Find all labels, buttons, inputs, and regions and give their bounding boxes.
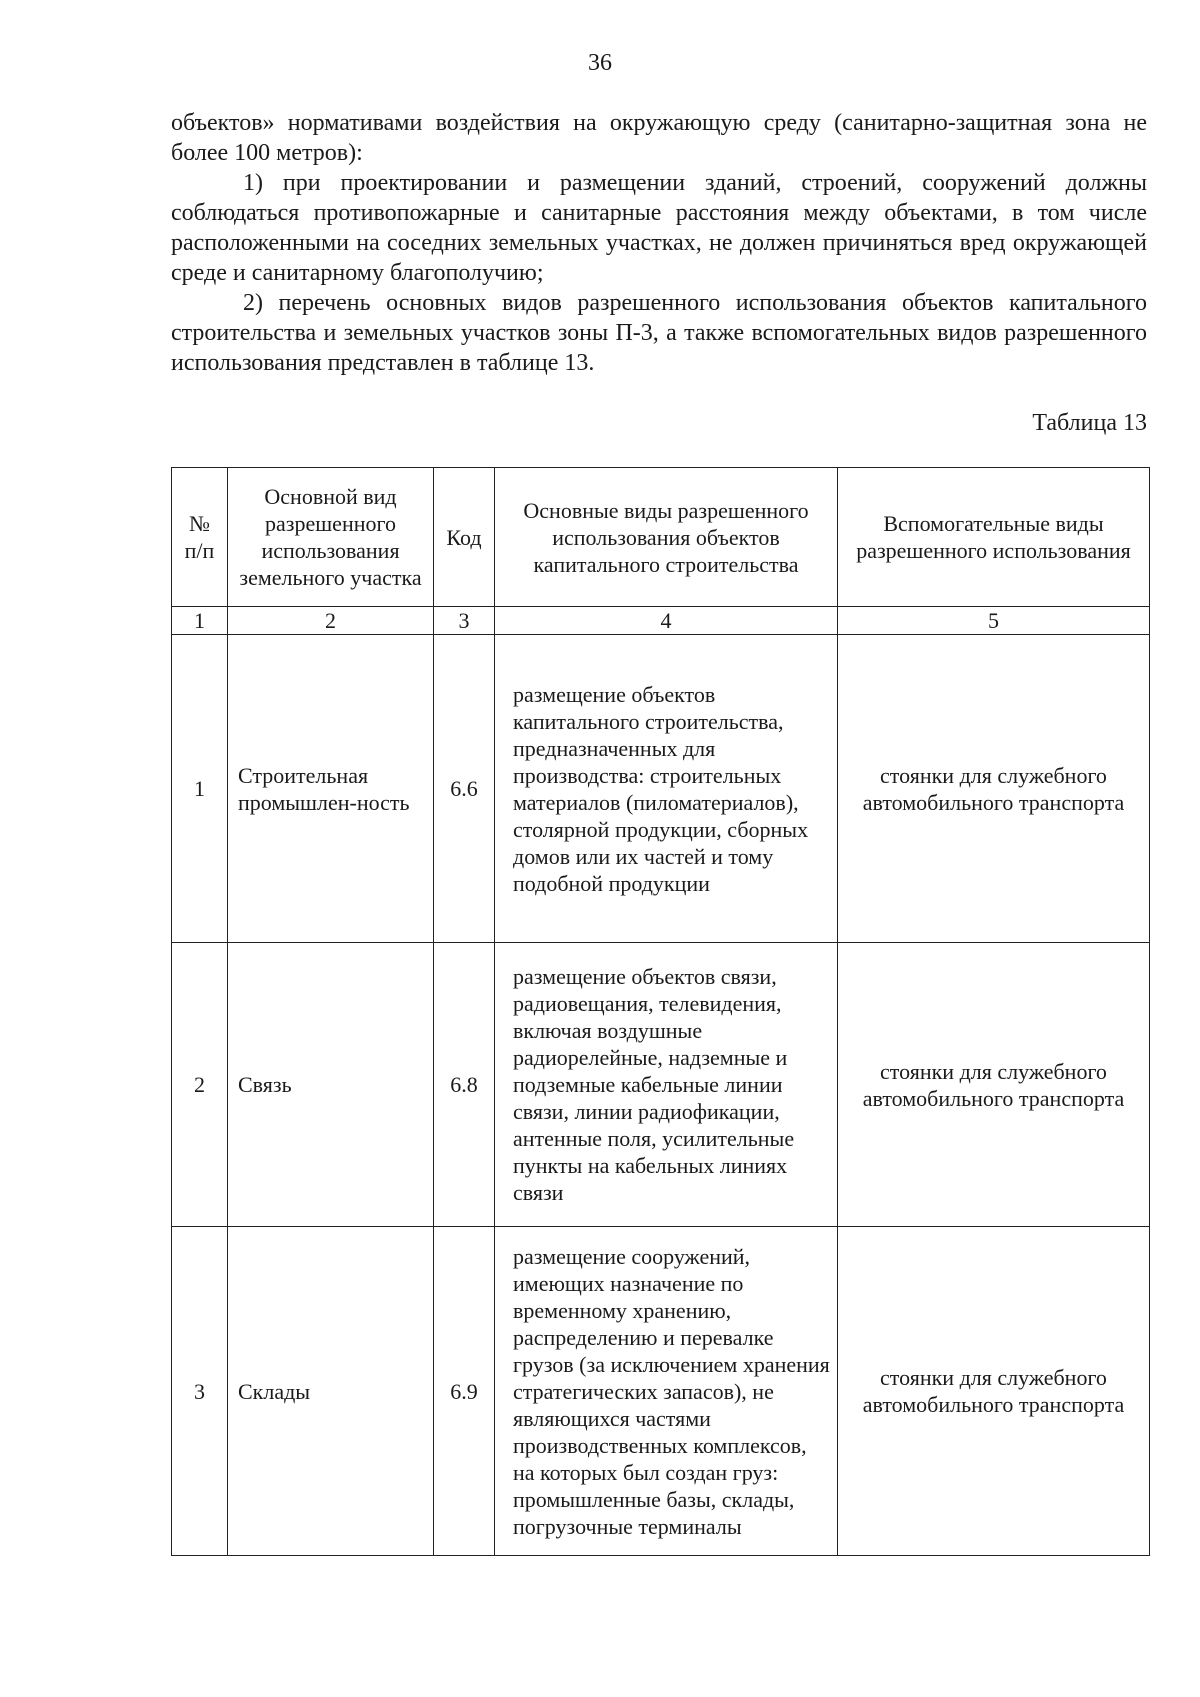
row-number: 2 bbox=[172, 943, 228, 1227]
auxiliary-use-cell: стоянки для служебного автомобильного транспорта bbox=[838, 635, 1150, 943]
capital-use-cell: размещение объектов капитального строительства, предназначенных для производства: строительных материалов (пиломатериалов), столярной продукции, сборных домов или их частей и тому подобной продукции bbox=[495, 635, 838, 943]
header-number: № п/п bbox=[172, 468, 228, 607]
paragraph-item-1: 1) при проектировании и размещении зданий, строений, сооружений должны соблюдаться противопожарные и санитарные расстояния между объектами, в том числе расположенными на соседних земельных участках, не должен причиняться вред окружающей среде и санитарному благополучию; bbox=[171, 170, 1147, 286]
code-cell: 6.6 bbox=[434, 635, 495, 943]
code-cell: 6.8 bbox=[434, 943, 495, 1227]
header-capital-use: Основные виды разрешенного использования объектов капитального строительства bbox=[495, 468, 838, 607]
table-caption: Таблица 13 bbox=[1032, 410, 1147, 436]
column-number: 4 bbox=[495, 607, 838, 635]
auxiliary-use-cell: стоянки для служебного автомобильного транспорта bbox=[838, 943, 1150, 1227]
header-code: Код bbox=[434, 468, 495, 607]
row-number: 1 bbox=[172, 635, 228, 943]
page-number: 36 bbox=[588, 50, 612, 76]
column-number: 2 bbox=[228, 607, 434, 635]
row-number: 3 bbox=[172, 1227, 228, 1556]
paragraph-item-2: 2) перечень основных видов разрешенного использования объектов капитального строительства и земельных участков зоны П-3, а также вспомогательных видов разрешенного использования представлен в таблице 13. bbox=[171, 290, 1147, 376]
table-header-row bbox=[172, 468, 1150, 607]
header-auxiliary-use: Вспомогательные виды разрешенного использования bbox=[838, 468, 1150, 607]
table-row bbox=[172, 1227, 1150, 1556]
capital-use-cell: размещение объектов связи, радиовещания, телевидения, включая воздушные радиорелейные, надземные и подземные кабельные линии связи, линии радиофикации, антенные поля, усилительные пункты на кабельных линиях связи bbox=[495, 943, 838, 1227]
land-use-cell: Строительная промышлен-ность bbox=[228, 635, 434, 943]
body-text bbox=[171, 108, 1147, 378]
column-number: 1 bbox=[172, 607, 228, 635]
column-number: 5 bbox=[838, 607, 1150, 635]
column-number: 3 bbox=[434, 607, 495, 635]
zone-usage-table bbox=[171, 467, 1150, 1556]
land-use-cell: Связь bbox=[228, 943, 434, 1227]
capital-use-cell: размещение сооружений, имеющих назначение по временному хранению, распределению и перевалке грузов (за исключением хранения стратегических запасов), не являющихся частями производственных комплексов, на которых был создан груз: промышленные базы, склады, погрузочные терминалы bbox=[495, 1227, 838, 1556]
table-row bbox=[172, 943, 1150, 1227]
column-number-row bbox=[172, 607, 1150, 635]
code-cell: 6.9 bbox=[434, 1227, 495, 1556]
land-use-cell: Склады bbox=[228, 1227, 434, 1556]
auxiliary-use-cell: стоянки для служебного автомобильного транспорта bbox=[838, 1227, 1150, 1556]
paragraph-intro: объектов» нормативами воздействия на окружающую среду (санитарно-защитная зона не более 100 метров): bbox=[171, 110, 1147, 166]
header-land-use: Основной вид разрешенного использования земельного участка bbox=[228, 468, 434, 607]
table-row bbox=[172, 635, 1150, 943]
